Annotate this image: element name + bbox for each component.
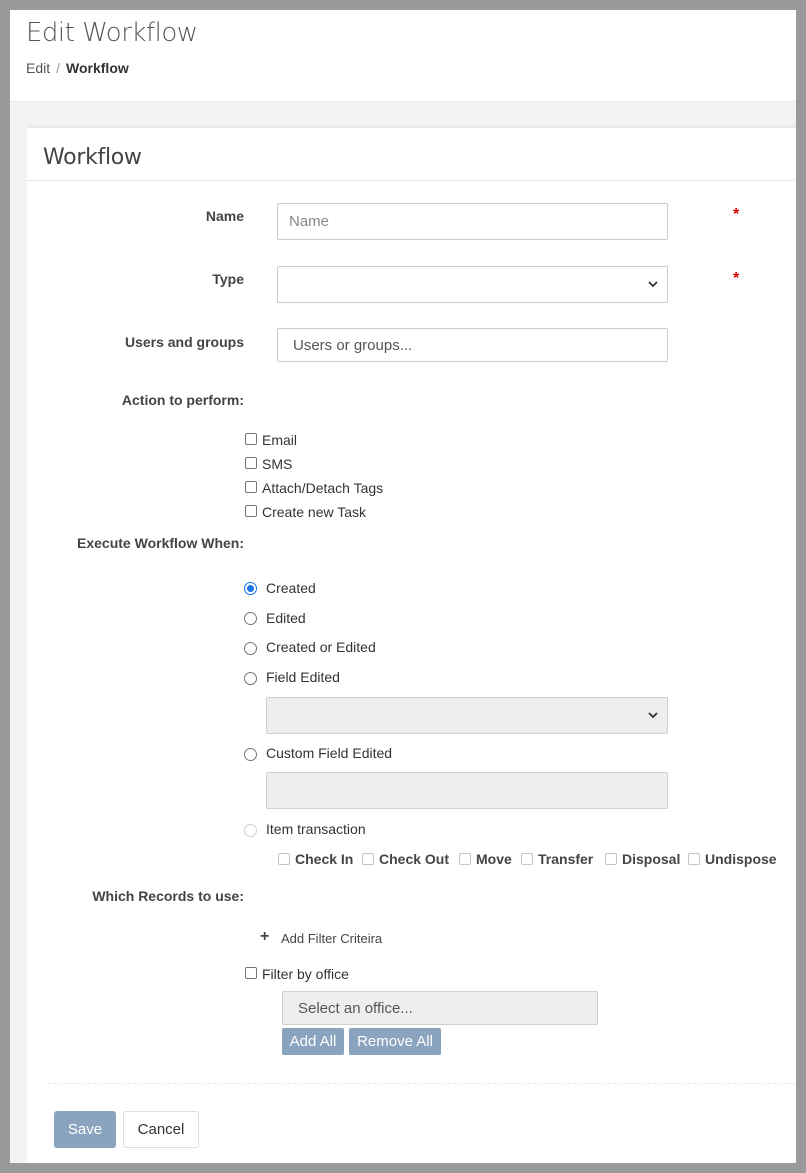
breadcrumb [26,60,129,76]
field-edited-select[interactable] [266,697,668,734]
plus-icon: + [260,928,270,945]
users-label: Users and groups [124,334,244,350]
radio-custom-field-edited[interactable] [244,748,257,761]
radio-created-or-edited[interactable] [244,642,257,655]
type-select[interactable] [277,266,668,303]
records-label: Which Records to use: [92,888,244,904]
office-select[interactable]: Select an office... [282,991,598,1025]
task-checkbox[interactable] [245,505,257,517]
email-checkbox[interactable] [245,433,257,445]
workflow-panel [27,125,796,1163]
chevron-down-icon [647,709,659,721]
app-frame [10,10,796,1163]
save-button[interactable]: Save [54,1111,116,1148]
email-label: Email [262,432,298,448]
transfer-checkbox[interactable] [521,853,533,865]
disposal-label: Disposal [622,851,681,867]
tags-checkbox[interactable] [245,481,257,493]
sms-label: SMS [262,456,293,472]
panel-divider [27,180,796,181]
breadcrumb-separator: / [56,60,61,76]
filter-office-checkbox[interactable] [245,967,257,979]
radio-field-edited[interactable] [244,672,257,685]
radio-created-or-edited-label: Created or Edited [266,639,376,655]
add-filter-link[interactable]: Add Filter Criteira [281,931,383,946]
radio-edited[interactable] [244,612,257,625]
radio-field-edited-label: Field Edited [266,669,340,685]
remove-all-button[interactable]: Remove All [349,1028,441,1055]
check-out-label: Check Out [379,851,450,867]
cancel-button[interactable]: Cancel [123,1111,199,1148]
radio-item-transaction[interactable] [244,824,257,837]
move-label: Move [476,851,512,867]
radio-item-transaction-label: Item transaction [266,821,366,837]
page-title: Edit Workflow [26,18,198,48]
action-label: Action to perform: [121,392,244,408]
check-out-checkbox[interactable] [362,853,374,865]
task-label: Create new Task [262,504,367,520]
radio-edited-label: Edited [266,610,306,626]
radio-created[interactable] [244,582,257,595]
undispose-checkbox[interactable] [688,853,700,865]
execute-label: Execute Workflow When: [77,535,244,551]
filter-office-label: Filter by office [262,966,349,982]
panel-title: Workflow [43,145,142,170]
users-input[interactable]: Users or groups... [277,328,668,362]
breadcrumb-current: Workflow [66,60,129,76]
chevron-down-icon [647,278,659,290]
undispose-label: Undispose [705,851,777,867]
check-in-checkbox[interactable] [278,853,290,865]
radio-custom-field-edited-label: Custom Field Edited [266,745,393,761]
name-input[interactable]: Name [277,203,668,240]
page-header [10,10,796,102]
move-checkbox[interactable] [459,853,471,865]
add-all-button[interactable]: Add All [282,1028,344,1055]
type-label: Type [212,271,244,287]
name-required-mark: * [733,206,740,223]
type-required-mark: * [733,270,740,287]
check-in-label: Check In [295,851,354,867]
disposal-checkbox[interactable] [605,853,617,865]
breadcrumb-edit[interactable]: Edit [26,60,51,76]
radio-created-label: Created [266,580,316,596]
name-label: Name [205,208,244,224]
transfer-label: Transfer [538,851,594,867]
tags-label: Attach/Detach Tags [262,480,384,496]
footer-divider [48,1083,796,1084]
sms-checkbox[interactable] [245,457,257,469]
custom-field-input[interactable] [266,772,668,809]
